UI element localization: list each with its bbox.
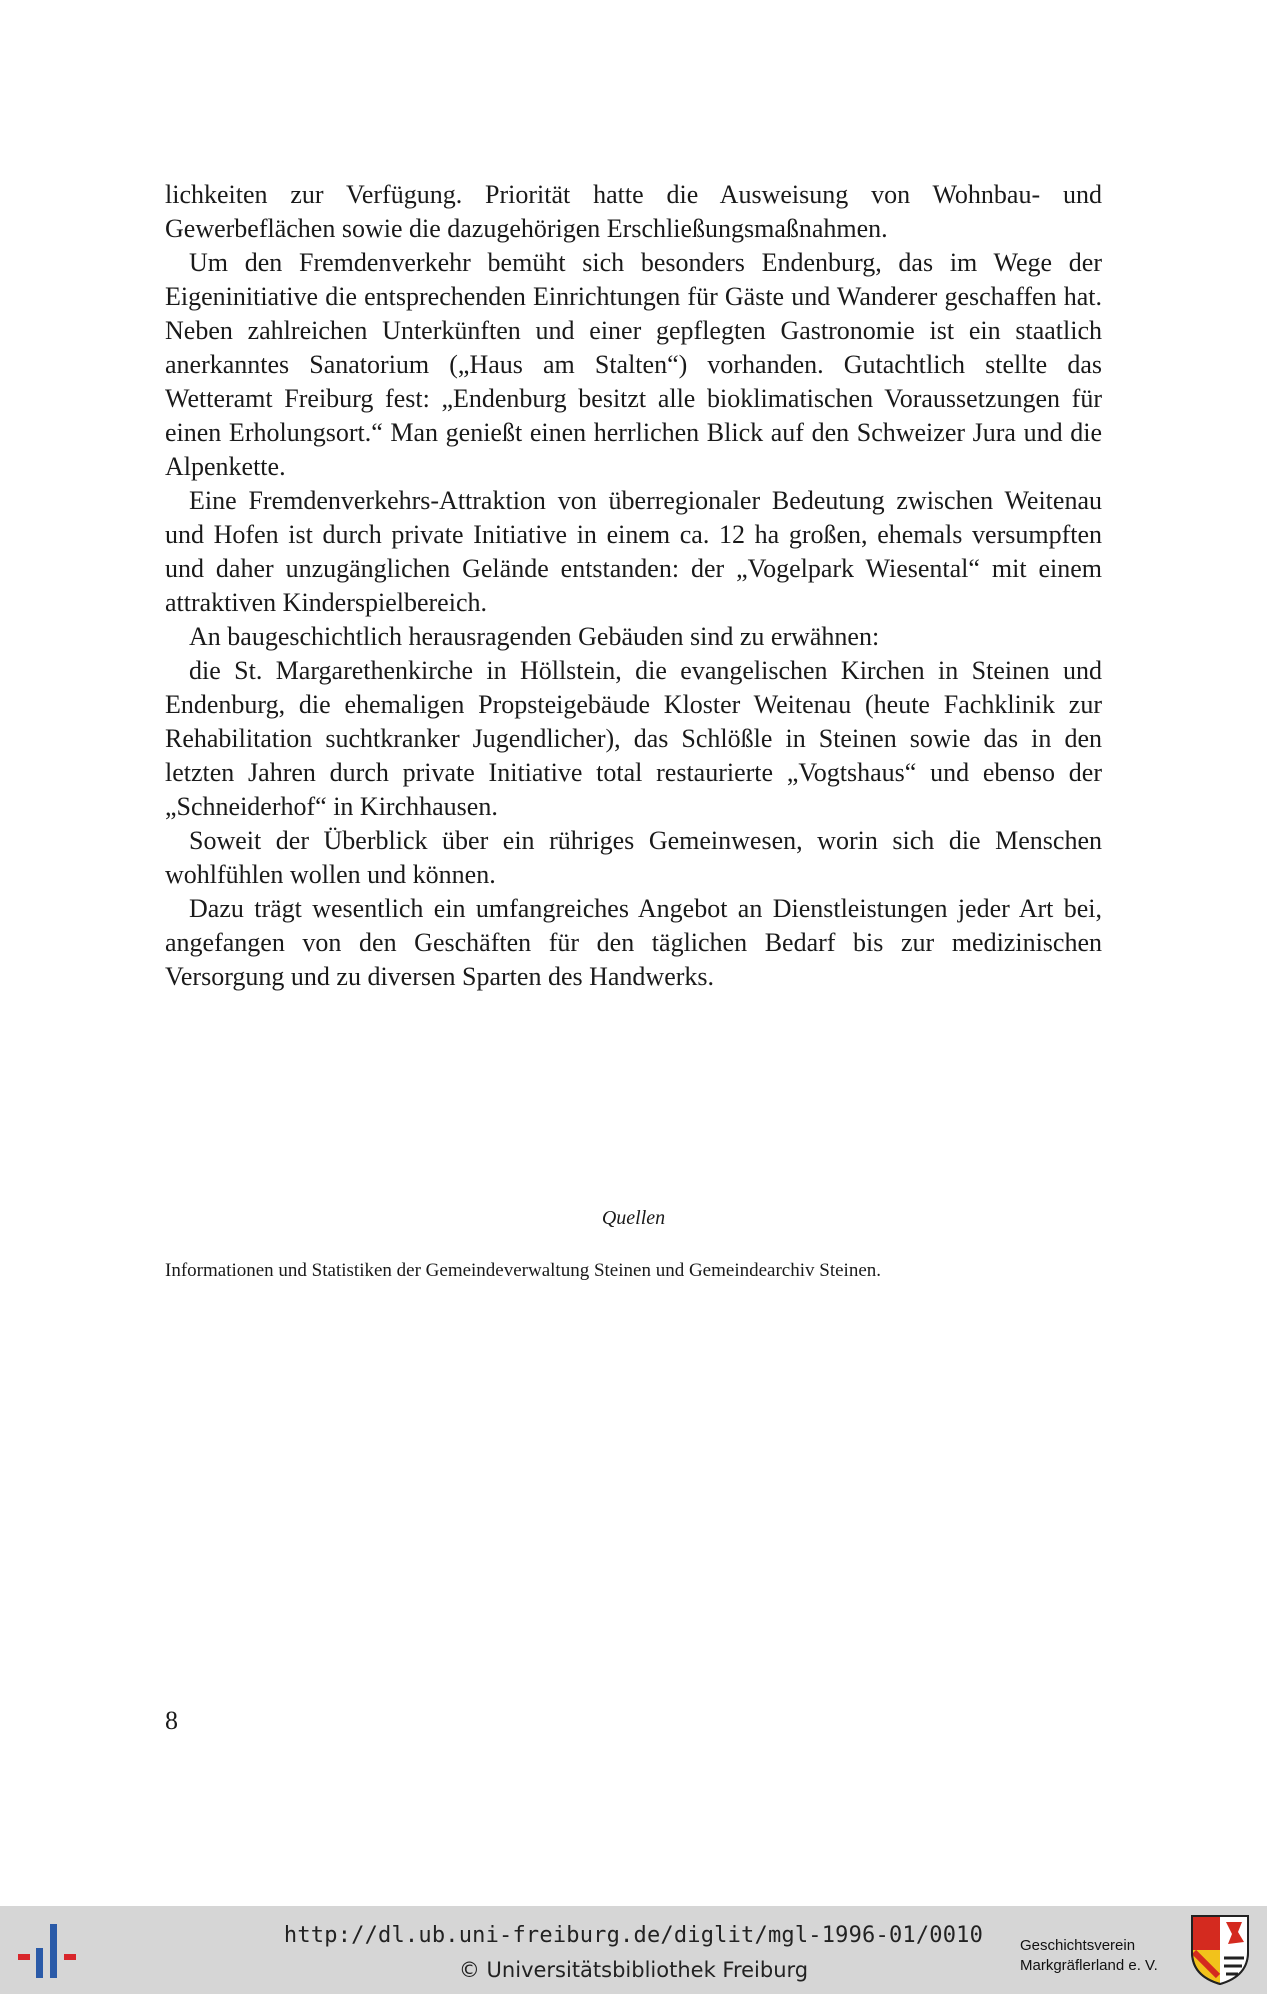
sources-text: Informationen und Statistiken der Gemeindeverwaltung Steinen und Gemeindearchiv Steinen. (165, 1260, 881, 1281)
copyright-notice: © Universitätsbibliothek Freiburg (458, 1958, 809, 1982)
paragraph: Soweit der Überblick über ein rühriges Gemeinwesen, worin sich die Menschen wohlfühlen wollen und können. (165, 826, 1102, 889)
sources-heading: Quellen (601, 1207, 666, 1229)
page-text (165, 178, 1102, 994)
society-name (1020, 1936, 1158, 1976)
society-name-line1: Geschichtsverein (1020, 1937, 1136, 1954)
paragraph: Eine Fremdenverkehrs-Attraktion von überregionaler Bedeutung zwischen Weitenau und Hofen ist durch private Initiative in einem ca. 12 ha großen, ehemals versumpften und daher unzugänglichen Gelände entstanden: der „Vogelpark Wiesental“ mit einem attraktiven Kinderspielbereich. (165, 486, 1102, 617)
paragraph: Dazu trägt wesentlich ein umfangreiches Angebot an Dienstleistungen jeder Art bei, angefangen von den Geschäften für den täglichen Bedarf bis zur medizinischen Versorgung und zu diversen Sparten des Handwerks. (165, 894, 1102, 991)
document-url-link[interactable]: http://dl.ub.uni-freiburg.de/diglit/mgl-1996-01/0010 (283, 1923, 984, 1948)
paragraph: lichkeiten zur Verfügung. Priorität hatte die Ausweisung von Wohnbau- und Gewerbeflächen sowie die dazugehörigen Erschließungsmaßnahmen. (165, 180, 1102, 243)
coat-of-arms-icon (1188, 1912, 1252, 1988)
society-name-line2: Markgräflerland e. V. (1020, 1957, 1158, 1974)
page-number: 8 (165, 1706, 178, 1735)
paragraph: An baugeschichtlich herausragenden Gebäuden sind zu erwähnen: (189, 622, 880, 651)
paragraph: die St. Margarethenkirche in Höllstein, die evangelischen Kirchen in Steinen und Endenburg, die ehemaligen Propsteigebäude Kloster Weitenau (heute Fachklinik zur Rehabilitation suchtkranker Jugendlicher), das Schlößle in Steinen sowie das in den letzten Jahren durch private Initiative total restaurierte „Vogtshaus“ und ebenso der „Schneiderhof“ in Kirchhausen. (165, 656, 1102, 821)
viewer-footer (0, 1906, 1267, 1994)
paragraph: Um den Fremdenverkehr bemüht sich besonders Endenburg, das im Wege der Eigeninitiative die entsprechenden Einrichtungen für Gäste und Wanderer geschaffen hat. Neben zahlreichen Unterkünften und einer gepflegten Gastronomie ist ein staatlich anerkanntes Sanatorium („Haus am Stalten“) vorhanden. Gutachtlich stellte das Wetteramt Freiburg fest: „Endenburg besitzt alle bioklimatischen Voraussetzungen für einen Erholungsort.“ Man genießt einen herrlichen Blick auf den Schweizer Jura und die Alpenkette. (165, 248, 1102, 481)
